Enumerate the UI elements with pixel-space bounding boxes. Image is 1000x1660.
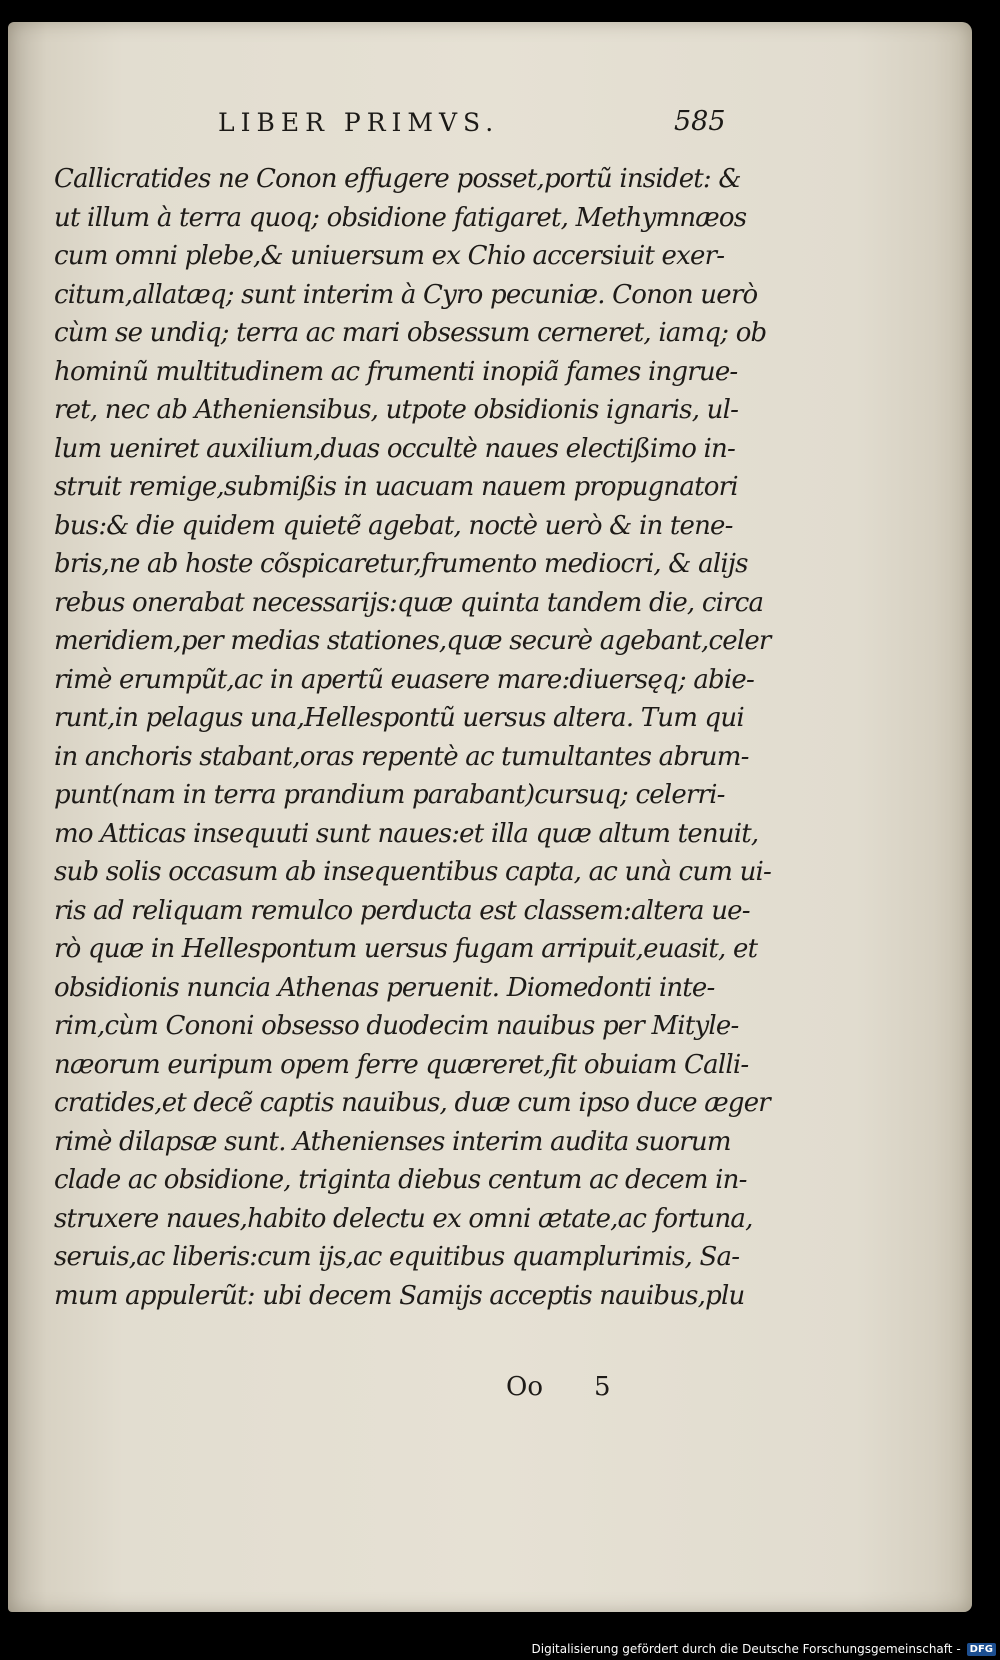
paper-sheet xyxy=(8,22,972,1612)
text-line: rò quæ in Hellespontum uersus fugam arripuit,euasit, et xyxy=(54,934,758,964)
text-line: mum appulerũt: ubi decem Samijs acceptis nauibus,plu xyxy=(54,1280,745,1311)
text-line: rimè erumpũt,ac in apertũ euasere mare:diuersęq; abie- xyxy=(54,664,754,695)
text-line: in anchoris stabant,oras repentè ac tumultantes abrum- xyxy=(54,741,749,772)
text-line: næorum euripum opem ferre quæreret,fit obuiam Calli- xyxy=(54,1049,749,1080)
digitization-credit-bar xyxy=(528,1638,1000,1660)
text-line: bris,ne ab hoste cõspicaretur,frumento mediocri, & alijs xyxy=(54,549,748,579)
text-line: runt,in pelagus una,Hellespontũ uersus altera. Tum qui xyxy=(54,703,744,733)
page-number: 585 xyxy=(674,106,726,137)
running-head: LIBER PRIMVS. xyxy=(218,108,500,137)
text-line: lum ueniret auxilium,duas occultè naues electißimo in- xyxy=(54,433,735,464)
text-line: meridiem,per medias stationes,quæ securè agebant,celer xyxy=(54,626,771,656)
text-line: cratides,et decẽ captis nauibus, duæ cum ipso duce æger xyxy=(54,1088,770,1118)
text-line: rim,cùm Cononi obsesso duodecim nauibus per Mityle- xyxy=(54,1011,739,1041)
text-line: ut illum à terra quoq; obsidione fatigaret, Methymnæos xyxy=(54,202,747,233)
text-line: cùm se undiq; terra ac mari obsessum cerneret, iamq; ob xyxy=(54,318,767,348)
text-line: ris ad reliquam remulco perducta est classem:altera ue- xyxy=(54,895,750,926)
text-line: mo Atticas insequuti sunt naues:et illa quæ altum tenuit, xyxy=(54,818,759,849)
signature-number: 5 xyxy=(594,1372,611,1402)
text-line: bus:& die quidem quietẽ agebat, noctè uerò & in tene- xyxy=(54,510,733,541)
text-line: Callicratides ne Conon effugere posset,portũ insidet: & xyxy=(54,164,741,194)
text-line: struxere naues,habito delectu ex omni ætate,ac fortuna, xyxy=(54,1203,753,1234)
text-line: struit remige,submißis in uacuam nauem propugnatori xyxy=(54,472,738,502)
body-text xyxy=(54,160,772,1315)
text-line: obsidionis nuncia Athenas peruenit. Diomedonti inte- xyxy=(54,972,715,1003)
text-line: seruis,ac liberis:cum ijs,ac equitibus quamplurimis, Sa- xyxy=(54,1242,740,1272)
dfg-logo: DFG xyxy=(967,1643,996,1656)
signature-mark: Oo xyxy=(506,1372,543,1402)
text-line: rebus onerabat necessarijs:quæ quinta tandem die, circa xyxy=(54,587,764,618)
text-line: clade ac obsidione, triginta diebus centum ac decem in- xyxy=(54,1165,747,1195)
text-line: sub solis occasum ab insequentibus capta, ac unà cum ui- xyxy=(54,857,772,887)
text-line: punt(nam in terra prandium parabant)cursuq; celerri- xyxy=(54,780,725,810)
digitization-credit-text: Digitalisierung gefördert durch die Deutsche Forschungsgemeinschaft - xyxy=(531,1642,961,1656)
text-line: cum omni plebe,& uniuersum ex Chio accersiuit exer- xyxy=(54,241,725,271)
text-line: ret, nec ab Atheniensibus, utpote obsidionis ignaris, ul- xyxy=(54,395,739,425)
text-line: hominũ multitudinem ac frumenti inopiã fames ingrue- xyxy=(54,356,738,387)
text-line: citum,allatæq; sunt interim à Cyro pecuniæ. Conon uerò xyxy=(54,279,758,310)
text-line: rimè dilapsæ sunt. Athenienses interim audita suorum xyxy=(54,1126,731,1157)
